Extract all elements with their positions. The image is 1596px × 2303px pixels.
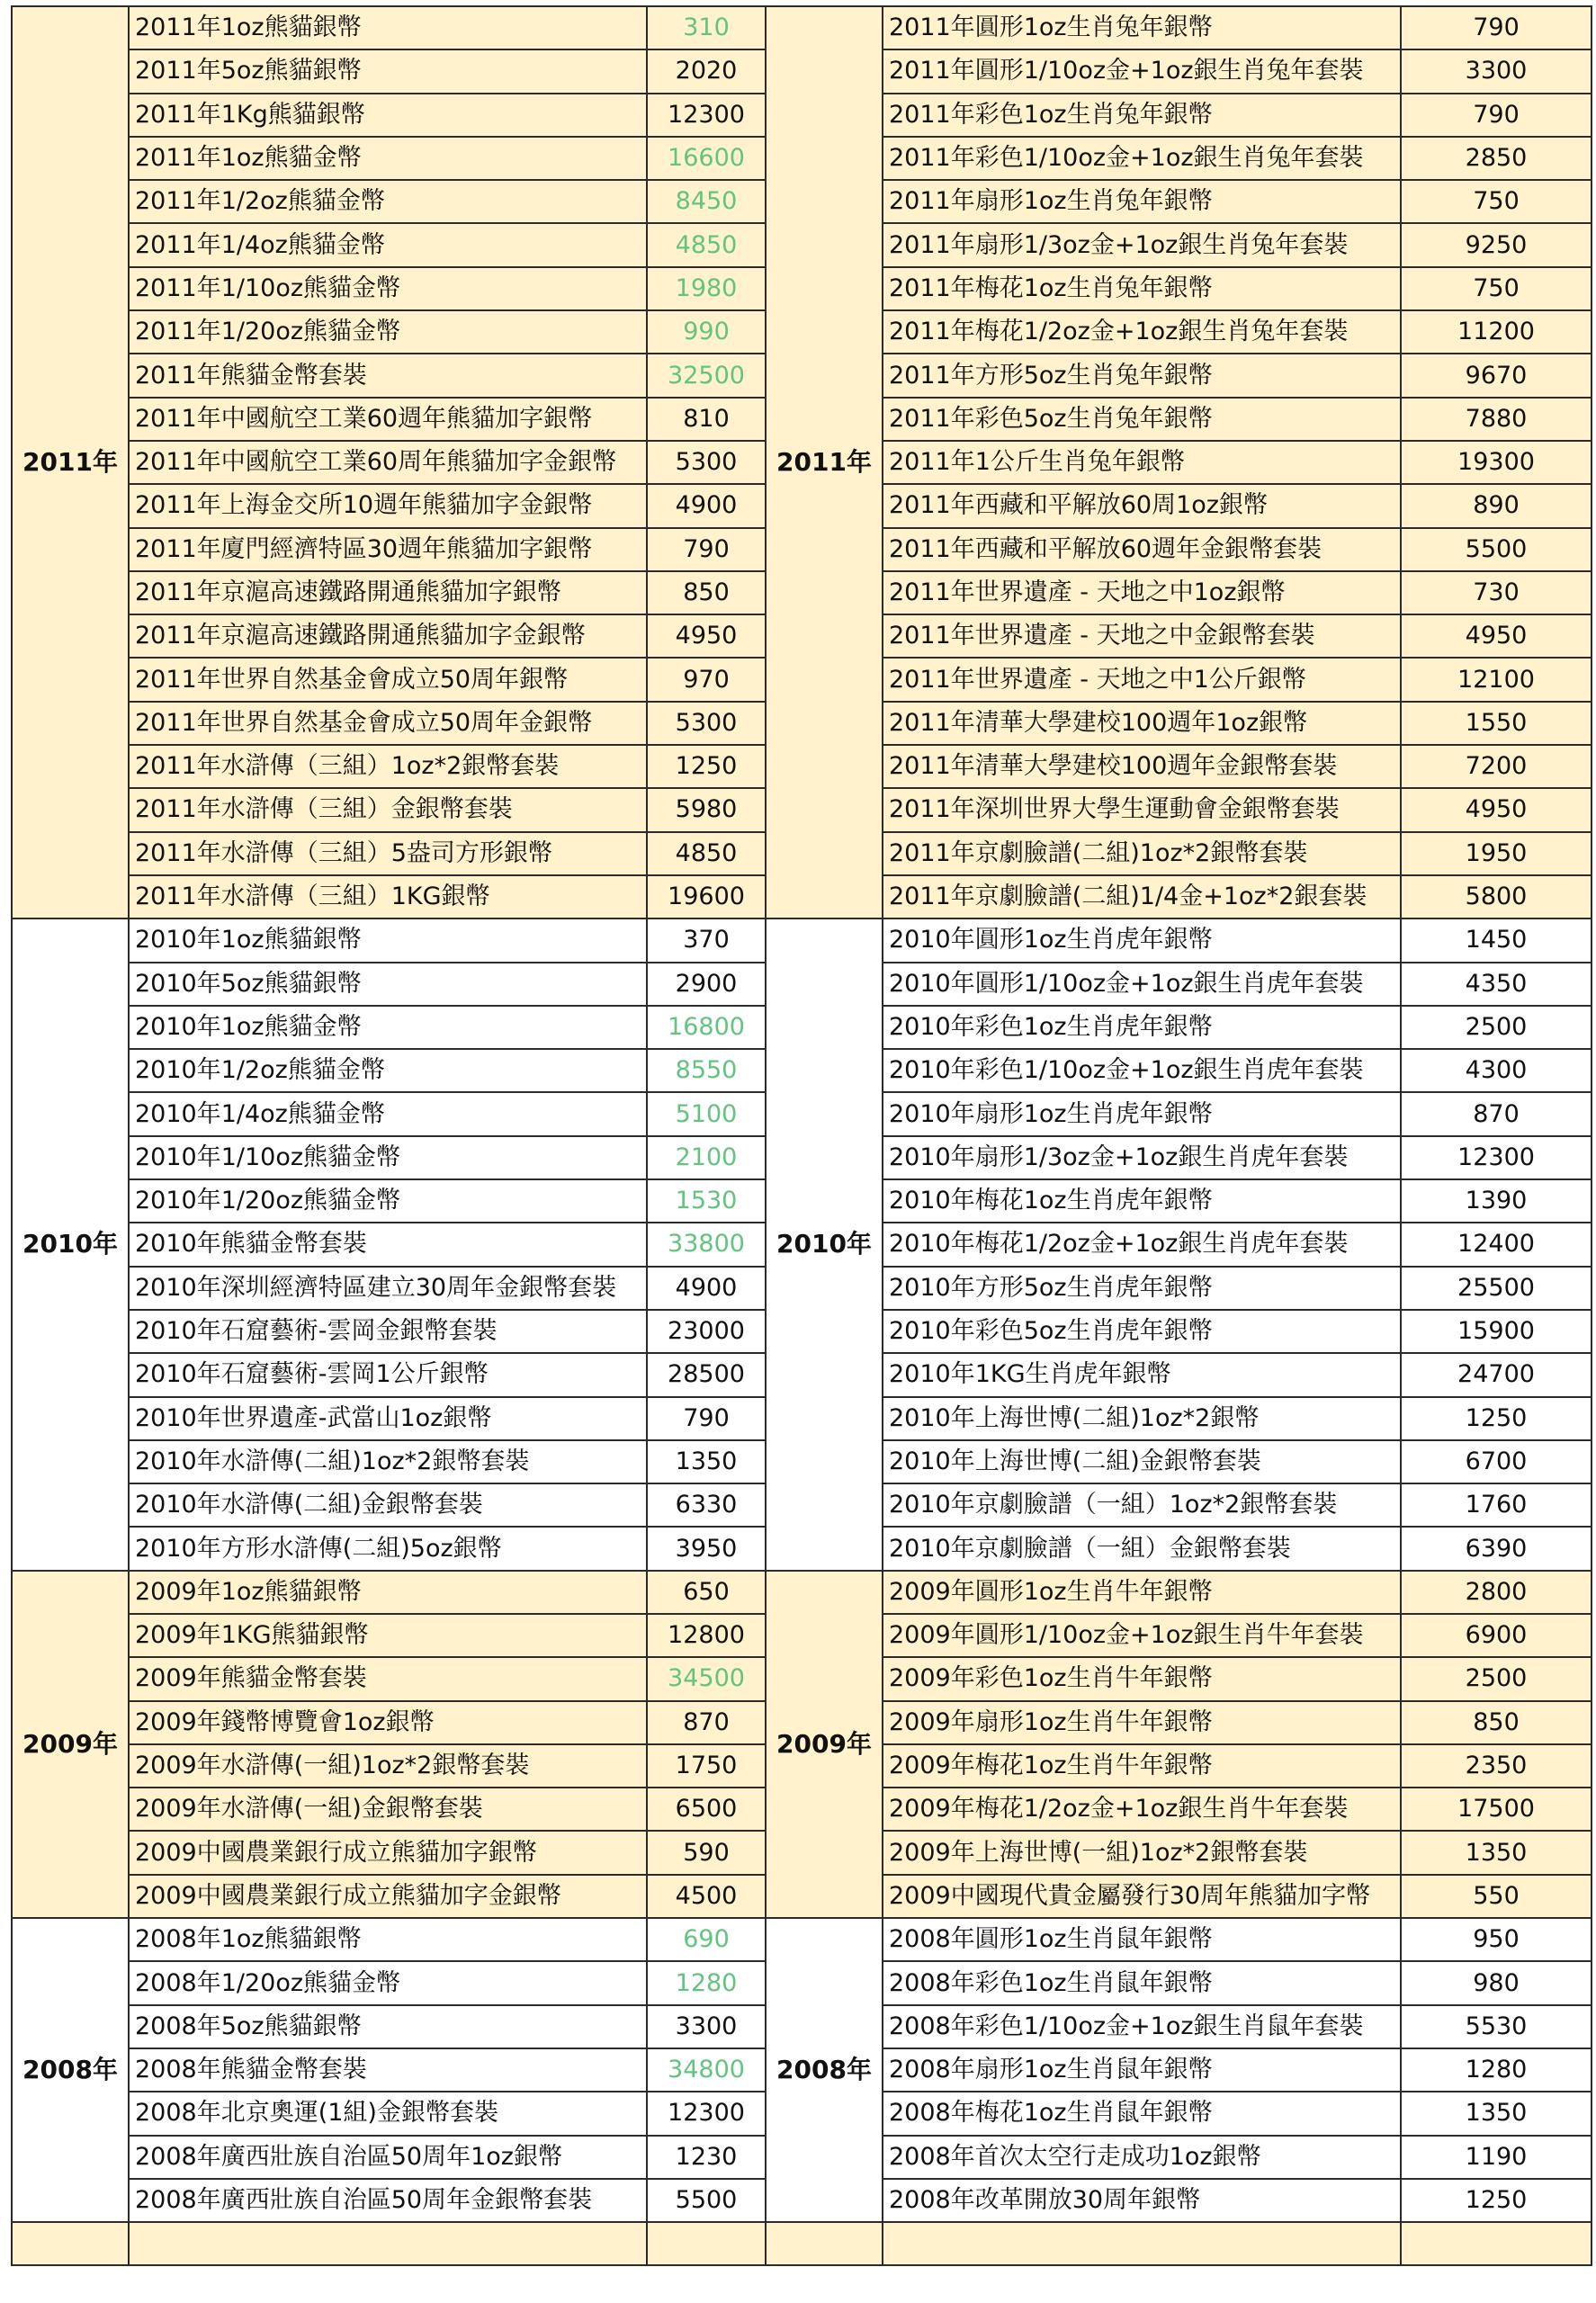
coin-name-right: 2008年彩色1/10oz金+1oz銀生肖鼠年套裝	[883, 2005, 1401, 2048]
coin-price-left: 4950	[647, 614, 766, 658]
coin-name-right: 2010年京劇臉譜（一組）金銀幣套裝	[883, 1527, 1401, 1570]
coin-name-left: 2010年世界遺產-武當山1oz銀幣	[129, 1397, 647, 1440]
coin-name-left: 2008年廣西壯族自治區50周年1oz銀幣	[129, 2136, 647, 2179]
coin-price-left: 990	[647, 310, 766, 354]
coin-price-left: 4900	[647, 484, 766, 527]
coin-name-left: 2011年水滸傳（三組）1oz*2銀幣套裝	[129, 745, 647, 788]
coin-name-right: 2009年彩色1oz生肖牛年銀幣	[883, 1657, 1401, 1700]
coin-price-left: 1980	[647, 267, 766, 310]
coin-name-left: 2010年1/10oz熊貓金幣	[129, 1136, 647, 1179]
cutoff-cell	[883, 2222, 1401, 2265]
coin-name-left: 2010年5oz熊貓銀幣	[129, 963, 647, 1006]
coin-price-left: 8450	[647, 180, 766, 223]
coin-name-right: 2011年世界遺產 - 天地之中1公斤銀幣	[883, 658, 1401, 701]
coin-name-left: 2010年水滸傳(二組)金銀幣套裝	[129, 1483, 647, 1527]
coin-price-left: 1750	[647, 1744, 766, 1788]
coin-price-left: 590	[647, 1831, 766, 1874]
coin-name-right: 2009年圓形1/10oz金+1oz銀生肖牛年套裝	[883, 1614, 1401, 1657]
coin-name-right: 2008年改革開放30周年銀幣	[883, 2179, 1401, 2222]
coin-price-right: 2350	[1401, 1744, 1592, 1788]
coin-price-right: 5530	[1401, 2005, 1592, 2048]
coin-name-right: 2008年首次太空行走成功1oz銀幣	[883, 2136, 1401, 2179]
coin-price-left: 12800	[647, 1614, 766, 1657]
coin-name-right: 2011年京劇臉譜(二組)1/4金+1oz*2銀套裝	[883, 875, 1401, 919]
coin-name-right: 2010年彩色1/10oz金+1oz銀生肖虎年套裝	[883, 1049, 1401, 1092]
coin-price-left: 790	[647, 1397, 766, 1440]
coin-name-left: 2011年1Kg熊貓銀幣	[129, 94, 647, 137]
coin-price-left: 3300	[647, 2005, 766, 2048]
coin-name-left: 2010年1/4oz熊貓金幣	[129, 1092, 647, 1135]
coin-name-left: 2010年水滸傳(二組)1oz*2銀幣套裝	[129, 1440, 647, 1483]
coin-price-right: 5500	[1401, 528, 1592, 571]
coin-name-right: 2010年扇形1/3oz金+1oz銀生肖虎年套裝	[883, 1136, 1401, 1179]
coin-name-left: 2011年5oz熊貓銀幣	[129, 49, 647, 93]
coin-name-left: 2010年1oz熊貓銀幣	[129, 919, 647, 962]
coin-price-left: 16600	[647, 137, 766, 180]
coin-price-right: 870	[1401, 1092, 1592, 1135]
coin-price-right: 6390	[1401, 1527, 1592, 1570]
coin-price-left: 12300	[647, 94, 766, 137]
coin-price-right: 850	[1401, 1701, 1592, 1744]
coin-name-left: 2008年北京奧運(1組)金銀幣套裝	[129, 2092, 647, 2135]
coin-price-left: 4900	[647, 1267, 766, 1310]
coin-price-right: 5800	[1401, 875, 1592, 919]
coin-price-left: 790	[647, 528, 766, 571]
coin-name-left: 2009年錢幣博覽會1oz銀幣	[129, 1701, 647, 1744]
coin-name-right: 2008年扇形1oz生肖鼠年銀幣	[883, 2048, 1401, 2092]
year-label-right: 2011年	[766, 6, 883, 919]
coin-name-right: 2011年1公斤生肖兔年銀幣	[883, 441, 1401, 484]
coin-name-right: 2009年梅花1/2oz金+1oz銀生肖牛年套裝	[883, 1788, 1401, 1831]
year-label-left: 2010年	[12, 919, 129, 1570]
coin-price-left: 1250	[647, 745, 766, 788]
coin-name-right: 2011年彩色5oz生肖兔年銀幣	[883, 398, 1401, 441]
coin-price-right: 25500	[1401, 1267, 1592, 1310]
coin-name-right: 2011年西藏和平解放60週年金銀幣套裝	[883, 528, 1401, 571]
coin-price-left: 370	[647, 919, 766, 962]
coin-price-left: 5500	[647, 2179, 766, 2222]
coin-name-left: 2009年水滸傳(一組)金銀幣套裝	[129, 1788, 647, 1831]
table-row	[12, 6, 1592, 49]
table-row	[12, 1918, 1592, 1961]
coin-price-left: 33800	[647, 1223, 766, 1266]
coin-name-right: 2010年梅花1oz生肖虎年銀幣	[883, 1179, 1401, 1223]
coin-price-left: 690	[647, 1918, 766, 1961]
coin-price-right: 790	[1401, 6, 1592, 49]
coin-price-right: 15900	[1401, 1310, 1592, 1353]
coin-name-right: 2009年圓形1oz生肖牛年銀幣	[883, 1571, 1401, 1614]
coin-price-right: 2500	[1401, 1006, 1592, 1049]
coin-name-right: 2011年清華大學建校100週年金銀幣套裝	[883, 745, 1401, 788]
coin-price-right: 6700	[1401, 1440, 1592, 1483]
coin-name-right: 2011年世界遺產 - 天地之中1oz銀幣	[883, 571, 1401, 614]
coin-price-left: 19600	[647, 875, 766, 919]
coin-name-right: 2009年梅花1oz生肖牛年銀幣	[883, 1744, 1401, 1788]
coin-price-left: 34800	[647, 2048, 766, 2092]
coin-price-left: 1230	[647, 2136, 766, 2179]
coin-price-right: 1350	[1401, 1831, 1592, 1874]
coin-price-right: 1450	[1401, 919, 1592, 962]
coin-name-right: 2010年1KG生肖虎年銀幣	[883, 1353, 1401, 1396]
coin-name-left: 2008年1oz熊貓銀幣	[129, 1918, 647, 1961]
coin-price-left: 2100	[647, 1136, 766, 1179]
year-label-left: 2008年	[12, 1918, 129, 2222]
coin-name-right: 2011年彩色1oz生肖兔年銀幣	[883, 94, 1401, 137]
coin-name-left: 2011年廈門經濟特區30週年熊貓加字銀幣	[129, 528, 647, 571]
coin-name-right: 2010年圓形1/10oz金+1oz銀生肖虎年套裝	[883, 963, 1401, 1006]
coin-name-left: 2011年京滬高速鐵路開通熊貓加字金銀幣	[129, 614, 647, 658]
coin-price-right: 4300	[1401, 1049, 1592, 1092]
coin-price-left: 1350	[647, 1440, 766, 1483]
coin-name-right: 2011年梅花1oz生肖兔年銀幣	[883, 267, 1401, 310]
coin-price-right: 9670	[1401, 354, 1592, 397]
coin-name-left: 2011年1/20oz熊貓金幣	[129, 310, 647, 354]
coin-price-left: 23000	[647, 1310, 766, 1353]
coin-name-right: 2011年梅花1/2oz金+1oz銀生肖兔年套裝	[883, 310, 1401, 354]
year-label-right: 2008年	[766, 1918, 883, 2222]
coin-price-left: 5300	[647, 441, 766, 484]
coin-price-right: 4950	[1401, 788, 1592, 831]
coin-price-right: 730	[1401, 571, 1592, 614]
coin-name-left: 2009中國農業銀行成立熊貓加字金銀幣	[129, 1875, 647, 1918]
coin-name-left: 2011年1oz熊貓銀幣	[129, 6, 647, 49]
coin-price-table	[11, 5, 1592, 2266]
coin-price-right: 4350	[1401, 963, 1592, 1006]
coin-price-right: 12100	[1401, 658, 1592, 701]
coin-price-right: 6900	[1401, 1614, 1592, 1657]
coin-name-right: 2008年圓形1oz生肖鼠年銀幣	[883, 1918, 1401, 1961]
coin-name-left: 2009中國農業銀行成立熊貓加字銀幣	[129, 1831, 647, 1874]
coin-name-left: 2010年方形水滸傳(二組)5oz銀幣	[129, 1527, 647, 1570]
coin-price-right: 790	[1401, 94, 1592, 137]
coin-name-left: 2011年中國航空工業60周年熊貓加字金銀幣	[129, 441, 647, 484]
coin-name-right: 2010年圓形1oz生肖虎年銀幣	[883, 919, 1401, 962]
coin-name-left: 2011年水滸傳（三組）金銀幣套裝	[129, 788, 647, 831]
coin-price-left: 2020	[647, 49, 766, 93]
coin-name-left: 2010年1/20oz熊貓金幣	[129, 1179, 647, 1223]
coin-name-left: 2009年1KG熊貓銀幣	[129, 1614, 647, 1657]
coin-price-left: 3950	[647, 1527, 766, 1570]
coin-price-left: 850	[647, 571, 766, 614]
table-row	[12, 1571, 1592, 1614]
coin-price-right: 1190	[1401, 2136, 1592, 2179]
coin-price-right: 24700	[1401, 1353, 1592, 1396]
coin-name-left: 2011年1/10oz熊貓金幣	[129, 267, 647, 310]
coin-name-right: 2011年西藏和平解放60周1oz銀幣	[883, 484, 1401, 527]
coin-price-right: 950	[1401, 1918, 1592, 1961]
coin-name-right: 2011年圓形1oz生肖兔年銀幣	[883, 6, 1401, 49]
cutoff-cell	[129, 2222, 647, 2265]
coin-price-left: 8550	[647, 1049, 766, 1092]
coin-name-right: 2009年扇形1oz生肖牛年銀幣	[883, 1701, 1401, 1744]
coin-price-right: 11200	[1401, 310, 1592, 354]
coin-name-right: 2011年方形5oz生肖兔年銀幣	[883, 354, 1401, 397]
year-label-right: 2009年	[766, 1571, 883, 1918]
coin-price-right: 1280	[1401, 2048, 1592, 2092]
year-label-left: 2009年	[12, 1571, 129, 1918]
coin-price-right: 2800	[1401, 1571, 1592, 1614]
coin-price-left: 28500	[647, 1353, 766, 1396]
coin-price-right: 1390	[1401, 1179, 1592, 1223]
coin-price-left: 650	[647, 1571, 766, 1614]
coin-name-left: 2011年中國航空工業60週年熊貓加字銀幣	[129, 398, 647, 441]
coin-name-right: 2011年清華大學建校100週年1oz銀幣	[883, 702, 1401, 745]
coin-price-left: 1280	[647, 1961, 766, 2004]
coin-name-right: 2011年圓形1/10oz金+1oz銀生肖兔年套裝	[883, 49, 1401, 93]
cutoff-cell	[1401, 2222, 1592, 2265]
coin-name-right: 2010年方形5oz生肖虎年銀幣	[883, 1267, 1401, 1310]
coin-name-left: 2011年1oz熊貓金幣	[129, 137, 647, 180]
coin-name-left: 2011年世界自然基金會成立50周年金銀幣	[129, 702, 647, 745]
coin-price-right: 7200	[1401, 745, 1592, 788]
coin-price-left: 5980	[647, 788, 766, 831]
coin-price-left: 34500	[647, 1657, 766, 1700]
coin-price-left: 6330	[647, 1483, 766, 1527]
coin-name-left: 2010年1/2oz熊貓金幣	[129, 1049, 647, 1092]
coin-price-left: 810	[647, 398, 766, 441]
coin-name-left: 2011年熊貓金幣套裝	[129, 354, 647, 397]
coin-price-right: 1950	[1401, 832, 1592, 875]
coin-name-left: 2010年石窟藝術-雲岡金銀幣套裝	[129, 1310, 647, 1353]
table-row-cutoff	[12, 2222, 1592, 2265]
coin-price-right: 12400	[1401, 1223, 1592, 1266]
coin-price-left: 16800	[647, 1006, 766, 1049]
coin-name-right: 2008年彩色1oz生肖鼠年銀幣	[883, 1961, 1401, 2004]
coin-name-left: 2011年1/4oz熊貓金幣	[129, 223, 647, 266]
coin-price-right: 550	[1401, 1875, 1592, 1918]
coin-price-table-body	[12, 6, 1592, 2265]
coin-name-right: 2011年扇形1oz生肖兔年銀幣	[883, 180, 1401, 223]
coin-name-right: 2010年扇形1oz生肖虎年銀幣	[883, 1092, 1401, 1135]
coin-price-right: 3300	[1401, 49, 1592, 93]
coin-name-left: 2011年水滸傳（三組）1KG銀幣	[129, 875, 647, 919]
coin-price-left: 870	[647, 1701, 766, 1744]
cutoff-cell	[766, 2222, 883, 2265]
coin-name-left: 2008年5oz熊貓銀幣	[129, 2005, 647, 2048]
coin-price-left: 970	[647, 658, 766, 701]
coin-name-right: 2009年上海世博(一組)1oz*2銀幣套裝	[883, 1831, 1401, 1874]
coin-price-left: 310	[647, 6, 766, 49]
coin-price-left: 4850	[647, 832, 766, 875]
coin-name-left: 2011年上海金交所10週年熊貓加字金銀幣	[129, 484, 647, 527]
coin-name-right: 2010年上海世博(二組)金銀幣套裝	[883, 1440, 1401, 1483]
coin-name-left: 2009年水滸傳(一組)1oz*2銀幣套裝	[129, 1744, 647, 1788]
coin-price-left: 5300	[647, 702, 766, 745]
coin-price-left: 32500	[647, 354, 766, 397]
table-row	[12, 919, 1592, 962]
coin-price-right: 12300	[1401, 1136, 1592, 1179]
coin-name-right: 2010年京劇臉譜（一組）1oz*2銀幣套裝	[883, 1483, 1401, 1527]
coin-name-right: 2008年梅花1oz生肖鼠年銀幣	[883, 2092, 1401, 2135]
coin-price-right: 1350	[1401, 2092, 1592, 2135]
coin-name-left: 2009年熊貓金幣套裝	[129, 1657, 647, 1700]
coin-price-right: 1250	[1401, 1397, 1592, 1440]
coin-name-left: 2010年熊貓金幣套裝	[129, 1223, 647, 1266]
coin-name-right: 2010年梅花1/2oz金+1oz銀生肖虎年套裝	[883, 1223, 1401, 1266]
coin-price-right: 890	[1401, 484, 1592, 527]
coin-price-right: 17500	[1401, 1788, 1592, 1831]
coin-name-right: 2011年深圳世界大學生運動會金銀幣套裝	[883, 788, 1401, 831]
coin-price-right: 1550	[1401, 702, 1592, 745]
coin-price-right: 2850	[1401, 137, 1592, 180]
coin-price-right: 19300	[1401, 441, 1592, 484]
cutoff-cell	[647, 2222, 766, 2265]
year-label-left: 2011年	[12, 6, 129, 919]
coin-price-left: 5100	[647, 1092, 766, 1135]
coin-price-left: 4500	[647, 1875, 766, 1918]
coin-name-right: 2011年京劇臉譜(二組)1oz*2銀幣套裝	[883, 832, 1401, 875]
coin-price-right: 4950	[1401, 614, 1592, 658]
coin-name-left: 2009年1oz熊貓銀幣	[129, 1571, 647, 1614]
coin-name-left: 2011年水滸傳（三組）5盎司方形銀幣	[129, 832, 647, 875]
coin-name-right: 2010年彩色1oz生肖虎年銀幣	[883, 1006, 1401, 1049]
coin-name-right: 2011年世界遺產 - 天地之中金銀幣套裝	[883, 614, 1401, 658]
coin-name-right: 2011年彩色1/10oz金+1oz銀生肖兔年套裝	[883, 137, 1401, 180]
coin-name-left: 2008年熊貓金幣套裝	[129, 2048, 647, 2092]
coin-price-right: 7880	[1401, 398, 1592, 441]
coin-name-left: 2011年世界自然基金會成立50周年銀幣	[129, 658, 647, 701]
coin-price-right: 2500	[1401, 1657, 1592, 1700]
coin-price-right: 1250	[1401, 2179, 1592, 2222]
coin-name-right: 2010年上海世博(二組)1oz*2銀幣	[883, 1397, 1401, 1440]
year-label-right: 2010年	[766, 919, 883, 1570]
coin-price-left: 1530	[647, 1179, 766, 1223]
coin-name-left: 2008年廣西壯族自治區50周年金銀幣套裝	[129, 2179, 647, 2222]
coin-price-right: 980	[1401, 1961, 1592, 2004]
coin-price-left: 6500	[647, 1788, 766, 1831]
cutoff-cell	[12, 2222, 129, 2265]
coin-name-right: 2011年扇形1/3oz金+1oz銀生肖兔年套裝	[883, 223, 1401, 266]
coin-name-right: 2010年彩色5oz生肖虎年銀幣	[883, 1310, 1401, 1353]
coin-name-left: 2011年京滬高速鐵路開通熊貓加字銀幣	[129, 571, 647, 614]
coin-name-left: 2010年石窟藝術-雲岡1公斤銀幣	[129, 1353, 647, 1396]
coin-name-left: 2008年1/20oz熊貓金幣	[129, 1961, 647, 2004]
coin-price-left: 2900	[647, 963, 766, 1006]
coin-price-right: 750	[1401, 180, 1592, 223]
coin-name-left: 2011年1/2oz熊貓金幣	[129, 180, 647, 223]
coin-price-right: 750	[1401, 267, 1592, 310]
coin-price-right: 1760	[1401, 1483, 1592, 1527]
coin-name-right: 2009中國現代貴金屬發行30周年熊貓加字幣	[883, 1875, 1401, 1918]
coin-price-left: 12300	[647, 2092, 766, 2135]
coin-name-left: 2010年1oz熊貓金幣	[129, 1006, 647, 1049]
coin-price-right: 9250	[1401, 223, 1592, 266]
coin-price-left: 4850	[647, 223, 766, 266]
coin-name-left: 2010年深圳經濟特區建立30周年金銀幣套裝	[129, 1267, 647, 1310]
